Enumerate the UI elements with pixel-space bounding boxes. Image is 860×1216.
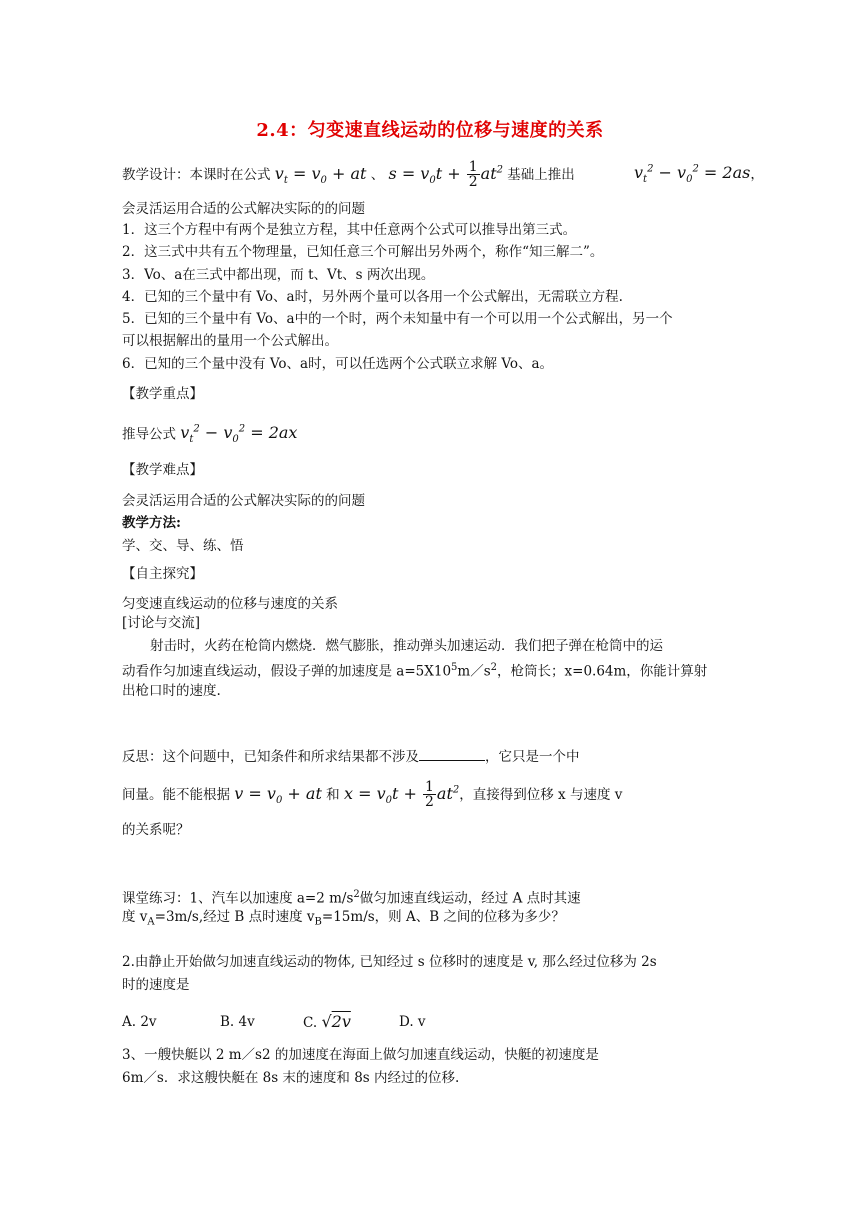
paragraph-text-a: 动看作匀加速直线运动，假设子弹的加速度是 a=5X10 bbox=[122, 663, 452, 680]
ex1-text-b: 做匀加速直线运动，经过 A 点时其速 bbox=[359, 890, 581, 907]
key-formula-line bbox=[122, 420, 297, 451]
explore-title: 匀变速直线运动的位移与速度的关系 bbox=[122, 596, 338, 612]
point-5: 5．已知的三个量中有 Vo、a中的一个时，两个未知量中有一个可以用一个公式解出，另一个 bbox=[122, 311, 673, 327]
paragraph-text-b: m／s bbox=[457, 663, 491, 680]
exponent-2: 2 bbox=[490, 662, 498, 673]
point-1: 1．这三个方程中有两个是独立方程，其中任意两个公式可以推导出第三式。 bbox=[122, 222, 577, 238]
paragraph-line-1: 射击时，火药在枪筒内燃烧．燃气膨胀，推动弹头加速运动．我们把子弹在枪筒中的运 bbox=[150, 638, 663, 654]
ex1-text-c: 度 v bbox=[122, 909, 148, 925]
formula-displacement: $s = v_0t$ + $\frac{1}{2}$ $at^2$ bbox=[388, 159, 503, 190]
page-title: 2.4：匀变速直线运动的位移与速度的关系 bbox=[256, 120, 604, 141]
exercise-1-line-1 bbox=[122, 885, 581, 909]
ex1-sub-a: A bbox=[147, 916, 155, 928]
intro-separator: 、 bbox=[370, 167, 385, 183]
reflect-line-2 bbox=[122, 780, 622, 811]
sqrt-formula: √2v bbox=[321, 1012, 351, 1031]
point-5-cont: 可以根据解出的量用一个公式解出。 bbox=[122, 333, 338, 349]
exercise-3-line-2: 6m／s．求这艘快艇在 8s 末的速度和 8s 内经过的位移. bbox=[122, 1070, 460, 1086]
exercise-2-option-d: D. v bbox=[399, 1014, 426, 1030]
discussion-label: [讨论与交流] bbox=[122, 615, 201, 631]
exercise-3-line-1: 3、一艘快艇以 2 m／s2 的加速度在海面上做匀加速直线运动，快艇的初速度是 bbox=[122, 1047, 599, 1063]
ex1-text-d: =3m/s,经过 B 点时速度 v bbox=[154, 909, 315, 925]
intro-suffix: ， bbox=[750, 166, 764, 183]
exercise-2-option-c bbox=[303, 1012, 351, 1033]
intro-continuation: 会灵活运用合适的公式解决实际的的问题 bbox=[122, 201, 365, 217]
explore-heading: 【自主探究】 bbox=[122, 566, 203, 582]
point-2: 2．这三式中共有五个物理量，已知任意三个可解出另外两个，称作“知三解二”。 bbox=[122, 244, 604, 260]
exercise-2-line-1: 2.由静止开始做匀加速直线运动的物体, 已知经过 s 位移时的速度是 v, 那么经过位移为 2s bbox=[122, 954, 657, 970]
ex1-exp: 2 bbox=[353, 889, 360, 900]
formula-v: $v = v_0$ + at bbox=[234, 784, 322, 807]
ex1-sub-b: B bbox=[314, 916, 322, 928]
exercise-1-line-2 bbox=[122, 907, 565, 933]
key-prefix: 推导公式 bbox=[122, 426, 176, 443]
paragraph-line-3: 出枪口时的速度. bbox=[122, 683, 221, 699]
formula-x: $x = v_0t$ + $\frac{1}{2}$ $at^2$ bbox=[343, 779, 460, 810]
formula-velocity: $v_t = v_0$ + at bbox=[274, 164, 367, 187]
formula-velocity-displacement: $v_t^2 - v_0^2 = 2as$ bbox=[634, 163, 751, 186]
exercise-2-option-b: B. 4v bbox=[220, 1014, 255, 1030]
exercise-2-option-a: A. 2v bbox=[122, 1014, 157, 1030]
paragraph-text-c: ，枪筒长；x=0.64m，你能计算射 bbox=[497, 663, 708, 680]
ex1-text-e: =15m/s，则 A、B 之间的位移为多少？ bbox=[321, 909, 565, 925]
ex1-text-a: 课堂练习：1、汽车以加速度 a=2 m/s bbox=[122, 890, 354, 907]
key-formula: $v_t^2 - v_0^2 = 2ax$ bbox=[180, 423, 298, 446]
reflect-text-c: 间量。能不能根据 bbox=[122, 787, 230, 803]
exercise-2-line-2: 时的速度是 bbox=[122, 977, 190, 993]
key-heading: 【教学重点】 bbox=[122, 386, 203, 402]
exponent: 5 bbox=[451, 662, 458, 673]
point-6: 6．已知的三个量中没有 Vo、a时，可以任选两个公式联立求解 Vo、a。 bbox=[122, 356, 554, 372]
method-text: 学、交、导、练、悟 bbox=[122, 538, 244, 554]
formula-derived bbox=[634, 160, 764, 191]
reflect-text-b: ，它只是一个中 bbox=[485, 749, 580, 765]
method-heading: 教学方法: bbox=[122, 515, 181, 531]
reflect-line-3: 的关系呢？ bbox=[122, 822, 190, 838]
point-3: 3．Vo、a在三式中都出现，而 t、Vt、s 两次出现。 bbox=[122, 267, 435, 283]
paragraph-line-2 bbox=[122, 658, 707, 682]
reflect-text-d: ，直接得到位移 x 与速度 v bbox=[459, 787, 623, 803]
difficulty-heading: 【教学难点】 bbox=[122, 462, 203, 478]
reflect-text-and: 和 bbox=[326, 787, 340, 803]
intro-prefix: 教学设计：本课时在公式 bbox=[122, 167, 271, 183]
reflect-line-1 bbox=[122, 746, 580, 767]
option-c-label: C. bbox=[303, 1015, 318, 1031]
intro-mid: 基础上推出 bbox=[507, 167, 575, 183]
fill-blank[interactable] bbox=[419, 746, 485, 761]
intro-line bbox=[122, 160, 575, 191]
difficulty-text: 会灵活运用合适的公式解决实际的的问题 bbox=[122, 493, 365, 509]
point-4: 4．已知的三个量中有 Vo、a时，另外两个量可以各用一个公式解出，无需联立方程. bbox=[122, 289, 623, 305]
reflect-text-a: 反思：这个问题中，已知条件和所求结果都不涉及 bbox=[122, 749, 419, 765]
